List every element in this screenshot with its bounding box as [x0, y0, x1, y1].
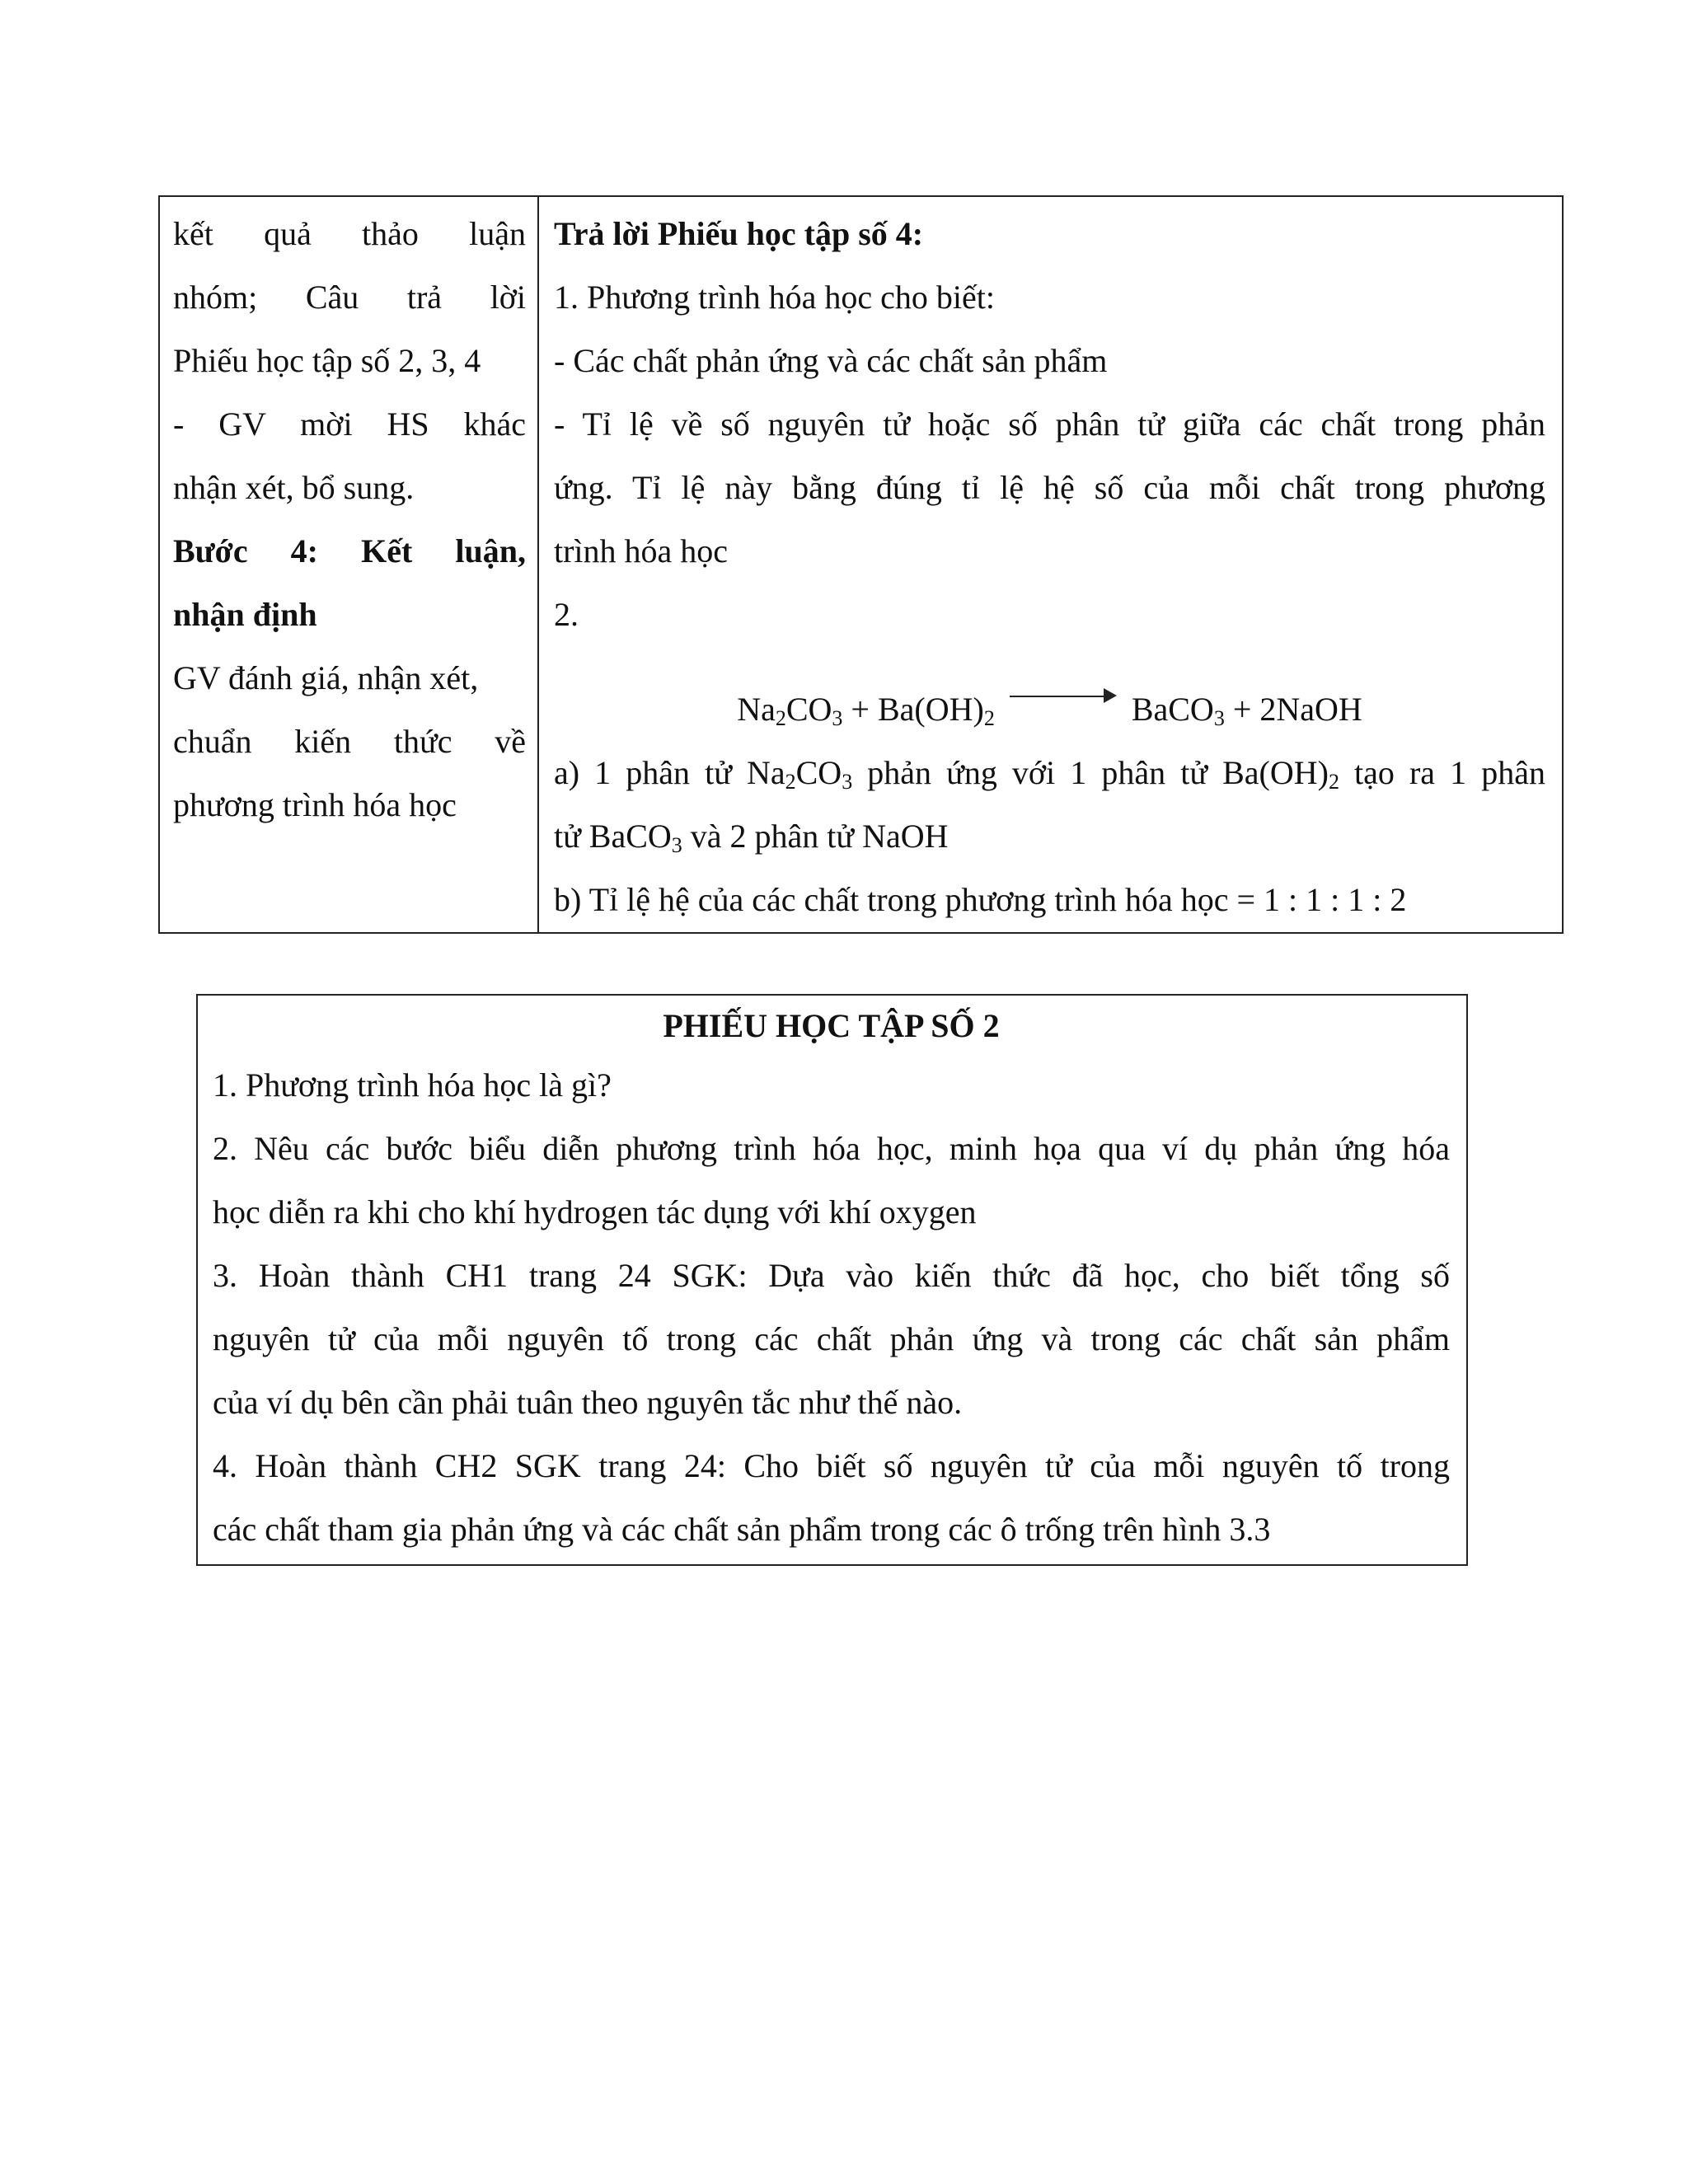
eq-r1: Na — [737, 691, 776, 728]
a-t1: a) 1 phân tử Na — [554, 754, 785, 791]
left-after-line-3: phương trình hóa học — [173, 786, 457, 823]
a-s3: 2 — [1328, 770, 1339, 794]
eq-p1: BaCO — [1131, 691, 1214, 728]
eq-r1-sub1: 2 — [775, 706, 786, 730]
answer-column — [539, 197, 1562, 932]
answer-p3b: ứng. Tỉ lệ này bằng đúng tỉ lệ hệ số của mỗi chất trong phương — [554, 469, 1545, 506]
step-heading-line-2 — [173, 583, 526, 646]
answer-p2: - Các chất phản ứng và các chất sản phẩm — [554, 342, 1108, 379]
eq-plus1: + Ba(OH) — [842, 691, 984, 728]
eq-r1-sub2: 3 — [832, 706, 843, 730]
answer-p4: 2. — [554, 596, 579, 633]
a-t5: tử BaCO — [554, 818, 672, 855]
worksheet-q3b: nguyên tử của mỗi nguyên tố trong các chất phản ứng và trong các chất sản phẩm — [213, 1320, 1450, 1357]
a-t3: phản ứng với 1 phân tử Ba(OH) — [852, 754, 1329, 791]
teacher-activity-column — [160, 197, 539, 932]
left-line-1: kết quả thảo luận — [173, 215, 526, 252]
eq-r1b: CO — [785, 691, 832, 728]
reaction-arrow-icon — [1010, 696, 1117, 712]
a-t4: tạo ra 1 phân — [1339, 754, 1545, 791]
worksheet-box — [196, 994, 1468, 1566]
left-line-4: - GV mời HS khác — [173, 405, 526, 443]
worksheet-q2a: 2. Nêu các bước biểu diễn phương trình hóa học, minh họa qua ví dụ phản ứng hóa — [213, 1130, 1450, 1167]
answer-p3c: trình hóa học — [554, 532, 729, 569]
answer-a-line-2 — [554, 804, 1545, 868]
answer-p3a: - Tỉ lệ về số nguyên tử hoặc số phân tử giữa các chất trong phản — [554, 405, 1545, 443]
eq-p1-sub: 3 — [1213, 706, 1225, 730]
worksheet-q2b: học diễn ra khi cho khí hydrogen tác dụng với khí oxygen — [213, 1193, 977, 1230]
a-s1: 2 — [785, 770, 796, 794]
a-s5: 3 — [671, 833, 682, 857]
step-heading-text-1: Bước 4: Kết luận, — [173, 532, 526, 569]
a-t6: và 2 phân tử NaOH — [682, 818, 949, 855]
worksheet-q4a: 4. Hoàn thành CH2 SGK trang 24: Cho biết số nguyên tử của mỗi nguyên tố trong — [213, 1447, 1450, 1484]
a-t2: CO — [795, 754, 842, 791]
a-s2: 3 — [842, 770, 853, 794]
answer-a-line-1 — [554, 741, 1545, 804]
worksheet-q4b: các chất tham gia phản ứng và các chất sản phẩm trong các ô trống trên hình 3.3 — [213, 1511, 1271, 1548]
left-after-line-2: chuẩn kiến thức về — [173, 723, 526, 760]
worksheet-q3c: của ví dụ bên cần phải tuân theo nguyên tắc như thế nào. — [213, 1384, 963, 1421]
left-line-5: nhận xét, bổ sung. — [173, 469, 415, 506]
eq-r2-sub: 2 — [983, 706, 995, 730]
step-heading-text-2: nhận định — [173, 596, 317, 633]
answer-heading — [554, 202, 1545, 265]
answer-heading-text: Trả lời Phiếu học tập số 4: — [554, 215, 924, 252]
activity-table — [158, 195, 1564, 934]
chemical-equation — [554, 677, 1545, 741]
left-line-2: nhóm; Câu trả lời — [173, 279, 526, 316]
left-after-line-1: GV đánh giá, nhận xét, — [173, 659, 479, 696]
worksheet-q3a: 3. Hoàn thành CH1 trang 24 SGK: Dựa vào kiến thức đã học, cho biết tổng số — [213, 1257, 1450, 1294]
worksheet-title: PHIẾU HỌC TẬP SỐ 2 — [663, 1007, 1000, 1044]
worksheet-q1: 1. Phương trình hóa học là gì? — [213, 1066, 612, 1104]
eq-plus2: + 2NaOH — [1224, 691, 1362, 728]
answer-b: b) Tỉ lệ hệ của các chất trong phương trình hóa học = 1 : 1 : 1 : 2 — [554, 881, 1407, 918]
answer-p1: 1. Phương trình hóa học cho biết: — [554, 279, 995, 316]
step-heading-line-1 — [173, 519, 526, 583]
left-line-3: Phiếu học tập số 2, 3, 4 — [173, 342, 481, 379]
